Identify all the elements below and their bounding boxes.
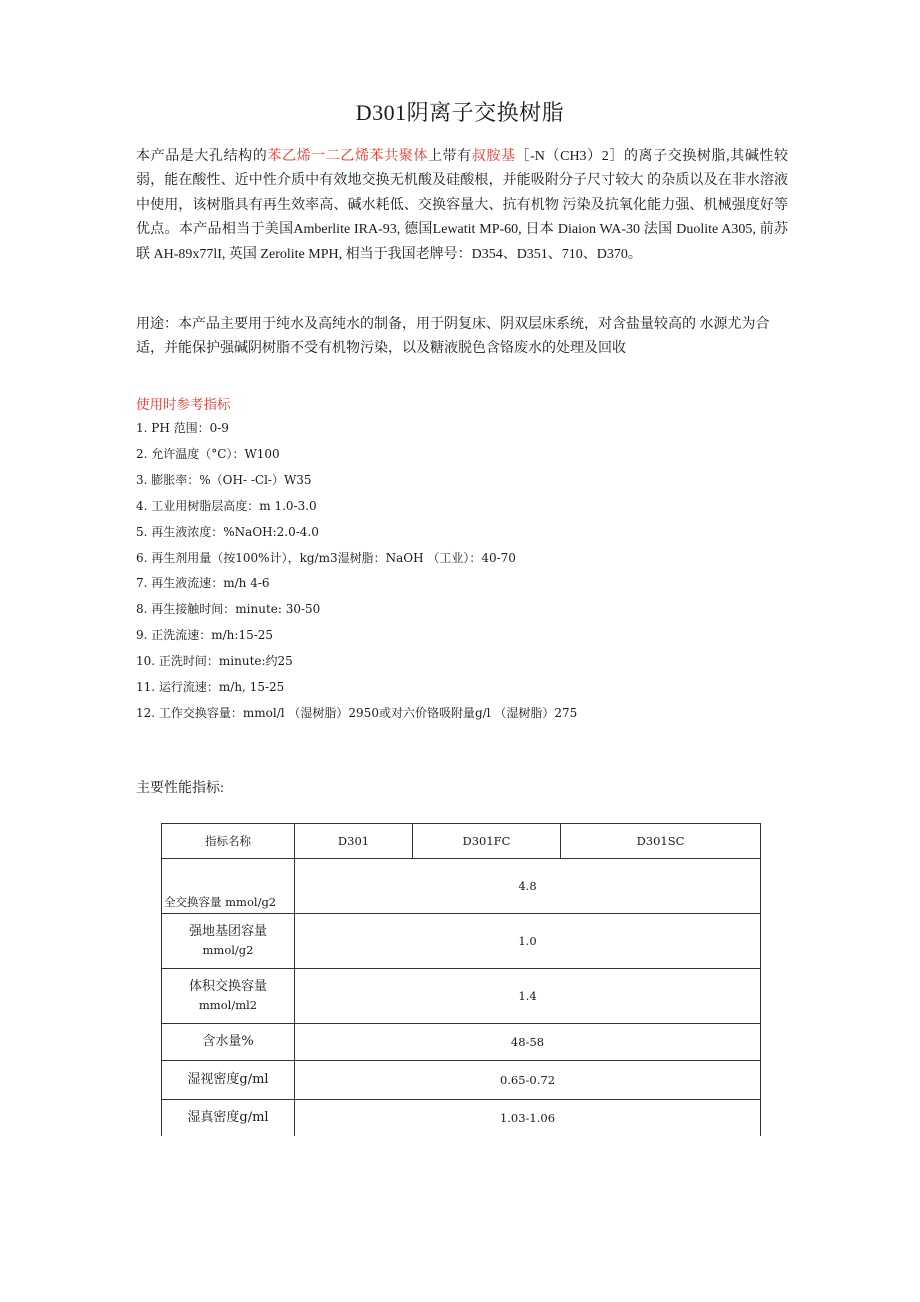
row-value: 0.65-0.72 <box>295 1061 761 1100</box>
intro-highlight-copolymer: 苯乙烯一二乙烯苯共聚体 <box>267 149 428 164</box>
spec-item: 8. 再生接触时间：minute: 30-50 <box>136 602 321 617</box>
row-value: 1.4 <box>295 969 761 1024</box>
performance-table <box>161 823 761 1136</box>
page-title: D301阴离子交换树脂 <box>355 100 565 125</box>
row-value: 4.8 <box>295 859 761 914</box>
spec-item: 3. 膨胀率：%（OH- -Cl-）W35 <box>136 472 312 487</box>
reference-spec-list <box>136 416 577 727</box>
table-row <box>162 1024 761 1061</box>
usage-paragraph: 用途：本产品主要用于纯水及高纯水的制备，用于阴复床、阴双层床系统，对含盐量较高的 水源尤为合适，并能保护强碱阴树脂不受有机物污染，以及糖液脱色含铬废水的处理及回收 <box>136 317 770 357</box>
spec-item: 12. 工作交换容量：mmol/l （湿树脂）2950或对六价铬吸附量g/l （湿树脂）275 <box>136 705 578 720</box>
row-value: 48-58 <box>295 1024 761 1061</box>
header-indicator-name: 指标名称 <box>162 824 295 859</box>
row-label: 湿视密度g/ml <box>162 1061 295 1100</box>
intro-text-rest: ［-N（CH3）2］的离子交换树脂,其碱性较弱，能在酸性、近中性介质中有效地交换无机酸及硅酸根，并能吸附分子尺寸较大 的杂质以及在非水溶液中使用，该树脂具有再生效率高、碱水耗低、交换容量大、抗有机物 污染及抗氧化能力强、机械强度好等优点。本产品相当于美国Amberlite IRA-93, 德国Lewatit MP-60, 日本 Diaion WA-30 法国 Duolite A305, 前苏联 AH-89x77lI, 英国 Zerolite MPH, 相当于我国老牌号：D354、D351、710、D370。 <box>136 149 789 262</box>
intro-highlight-amine: 叔胺基 <box>471 149 516 164</box>
spec-item: 11. 运行流速：m/h, 15-25 <box>136 680 285 695</box>
row-label: 含水量% <box>162 1024 295 1061</box>
table-row <box>162 914 761 969</box>
header-d301: D301 <box>295 824 413 859</box>
row-value: 1.03-1.06 <box>295 1100 761 1136</box>
row-label <box>162 859 295 914</box>
row-label-line1: 全交换容量 mmol/g2 <box>164 895 277 909</box>
intro-text-start: 本产品是大孔结构的 <box>136 149 268 164</box>
spec-item: 7. 再生液流速：m/h 4-6 <box>136 576 270 591</box>
row-label-line1: 强地基团容量 <box>188 924 267 939</box>
spec-item: 1. PH 范围：0-9 <box>136 421 229 435</box>
row-label: 湿真密度g/ml <box>162 1100 295 1136</box>
row-label <box>162 969 295 1024</box>
reference-heading: 使用时参考指标 <box>136 397 231 412</box>
row-label-line2: mmol/g2 <box>202 943 254 957</box>
table-header-row <box>162 824 761 859</box>
header-d301sc: D301SC <box>561 824 761 859</box>
row-label-line1: 体积交换容量 <box>188 979 267 994</box>
performance-heading: 主要性能指标: <box>136 781 224 796</box>
row-label <box>162 914 295 969</box>
header-d301fc: D301FC <box>413 824 561 859</box>
table-row <box>162 1061 761 1100</box>
spec-item: 6. 再生剂用量（按100%计），kg/m3湿树脂：NaOH （工业）：40-70 <box>136 550 516 565</box>
spec-item: 5. 再生液浓度：%NaOH:2.0-4.0 <box>136 524 319 539</box>
spec-item: 2. 允许温度（°C）：W100 <box>136 446 280 461</box>
table-row <box>162 859 761 914</box>
intro-paragraph <box>136 145 788 267</box>
row-value: 1.0 <box>295 914 761 969</box>
table-row <box>162 969 761 1024</box>
spec-item: 4. 工业用树脂层高度：m 1.0-3.0 <box>136 498 317 513</box>
table-row <box>162 1100 761 1136</box>
row-label-line2: mmol/ml2 <box>198 998 258 1012</box>
intro-text-middle: 上带有 <box>427 149 472 164</box>
spec-item: 9. 正洗流速：m/h:15-25 <box>136 628 274 643</box>
spec-item: 10. 正洗时间：minute:约25 <box>136 654 293 669</box>
